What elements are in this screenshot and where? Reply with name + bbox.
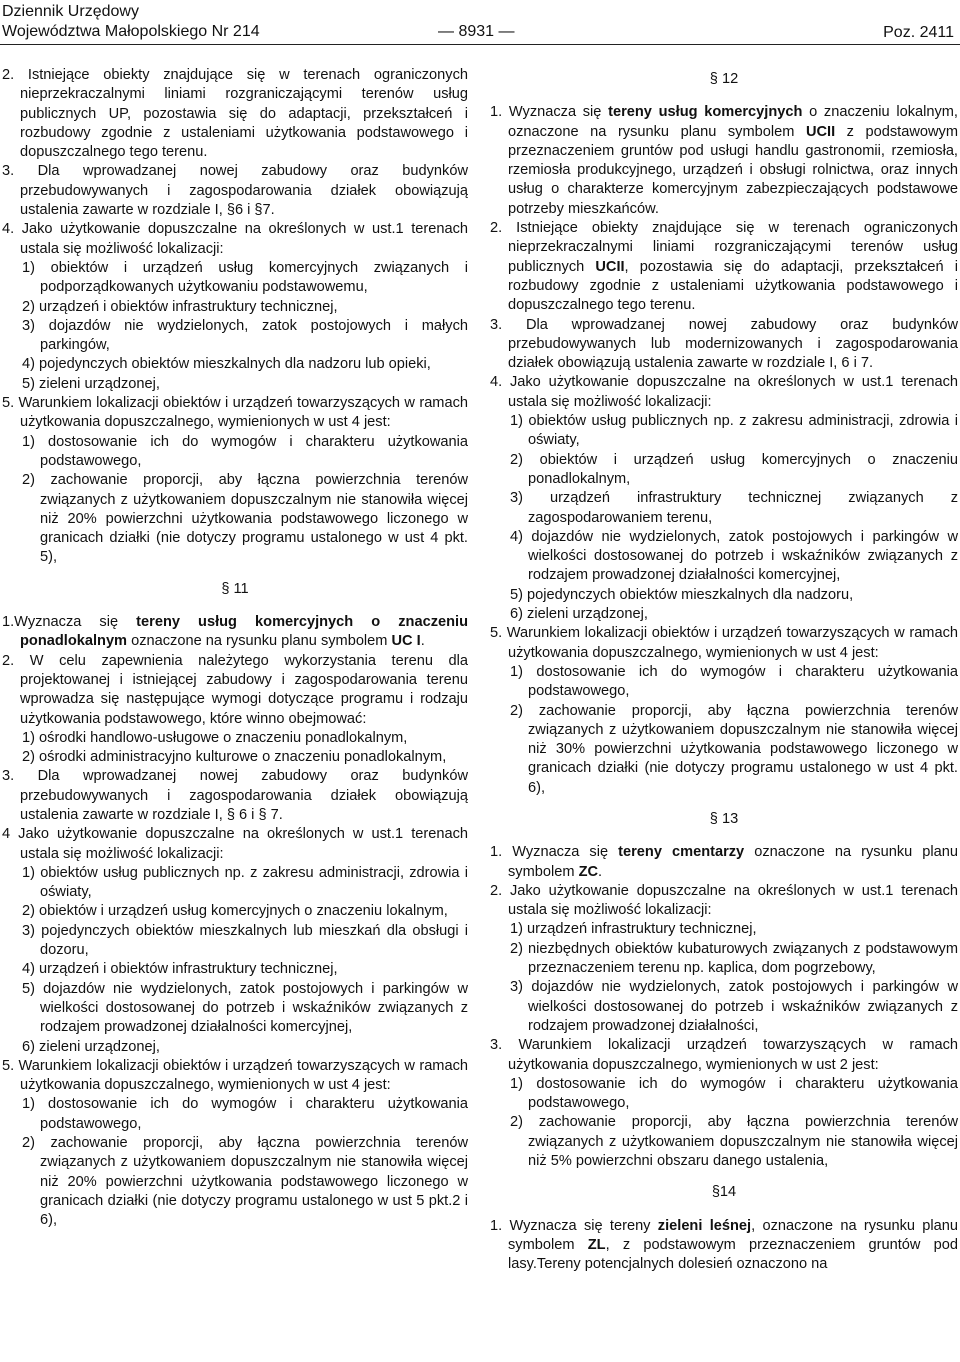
list-item: 2) niezbędnych obiektów kubaturowych związanych z podstawowym przeznaczeniem terenu np. kaplica, dom pogrzebowy,: [510, 940, 958, 977]
list-item: 1) dostosowanie ich do wymogów i charakteru użytkowania podstawowego,: [22, 433, 468, 469]
position-number: Poz. 2411: [883, 24, 954, 41]
list-item: 3) dojazdów nie wydzielonych, zatok postojowych i małych parkingów,: [22, 317, 468, 354]
section-heading: § 13: [709, 810, 739, 827]
list-item: 1) obiektów usług publicznych np. z zakresu administracji, zdrowia i oświaty,: [22, 864, 468, 901]
section-heading: § 12: [709, 71, 739, 87]
paragraph: 2. W celu zapewnienia należytego wykorzystania terenu dla projektowanej i istniejącej zabudowy i zagospodarowania terenu wprowadza się następujące wymogi dotyczące programu i rodzaju użytkowania podstawowego, które winno obejmować:: [2, 652, 468, 727]
paragraph: 2. Istniejące obiekty znajdujące się w terenach ograniczonych nieprzekraczalnymi liniami rozgraniczającymi terenów usług publicznych UP, pozostawia się do adaptacji, przekształceń i rozbudowy zgodnie z ustaleniami użytkowania podstawowego i dopuszczalnego tego terenu.: [2, 67, 468, 161]
list-item: 1) dostosowanie ich do wymogów i charakteru użytkowania podstawowego,: [22, 1096, 468, 1132]
list-item: 2) zachowanie proporcji, aby łączna powierzchnia terenów związanych z użytkowaniem dopuszczalnym nie stanowiła więcej niż 30% powierzchni użytkowania podstawowego liczonego w granicach działki (nie dotyczy programu ustalonego w ust 4 pkt. 6),: [510, 702, 958, 796]
paragraph: 1. Wyznacza się tereny cmentarzy oznaczone na rysunku planu symbolem ZC.: [490, 844, 958, 880]
page-header: [0, 0, 960, 44]
list-item: 2) zachowanie proporcji, aby łączna powierzchnia terenów związanych z użytkowaniem dopuszczalnym nie stanowiła więcej niż 20% powierzchni użytkowania podstawowego liczonego w granicach działki (nie dotyczy programu ustalonego w ust 4 pkt. 5),: [22, 472, 468, 566]
list-item: 2) obiektów i urządzeń usług komercyjnych o znaczeniu lokalnym,: [22, 903, 448, 920]
list-item: 1) obiektów usług publicznych np. z zakresu administracji, zdrowia i oświaty,: [510, 413, 958, 449]
paragraph: 5. Warunkiem lokalizacji obiektów i urządzeń towarzyszących w ramach użytkowania dopuszczalnego, wymienionych w ust 4 jest:: [490, 625, 958, 661]
paragraph: 2. Istniejące obiekty znajdujące się w terenach ograniczonych nieprzekraczalnymi liniami rozgraniczającymi terenów usług publicznych UCII, pozostawia się do adaptacji, przekształceń i rozbudowy zgodnie z ustaleniami użytkowania podstawowego i dopuszczalnego tego terenu.: [490, 220, 958, 314]
list-item: 6) zieleni urządzonej,: [510, 606, 648, 623]
left-column: [2, 66, 468, 1231]
paragraph: 3. Warunkiem lokalizacji urządzeń towarzyszących w ramach użytkowania dopuszczalnego, wymienionych w ust 2 jest:: [490, 1037, 958, 1073]
paragraph: 3. Dla wprowadzanej nowej zabudowy oraz budynków przebudowywanych i zagospodarowania działek obowiązują ustalenia zawarte w rozdziale I, § 6 i § 7.: [2, 768, 468, 823]
journal-issue: Województwa Małopolskiego Nr 214: [2, 23, 260, 40]
paragraph: 2. Jako użytkowanie dopuszczalne na określonych w ust.1 terenach ustala się możliwość lokalizacji:: [490, 882, 958, 919]
paragraph: 1. Wyznacza się tereny zieleni leśnej, oznaczone na rysunku planu symbolem ZL, z podstawowym przeznaczeniem gruntów pod lasy.Tereny potencjalnych dolesień oznaczono na: [490, 1217, 958, 1273]
list-item: 3) urządzeń infrastruktury technicznej związanych z zagospodarowaniem terenu,: [510, 490, 958, 526]
list-item: 4) pojedynczych obiektów mieszkalnych dla nadzoru lub opieki,: [22, 356, 431, 373]
paragraph: 4. Jako użytkowanie dopuszczalne na określonych w ust.1 terenach ustala się możliwość lokalizacji:: [2, 221, 468, 257]
paragraph: 1.Wyznacza się tereny usług komercyjnych o znaczeniu ponadlokalnym oznaczone na rysunku planu symbolem UC I.: [2, 614, 468, 650]
list-item: 5) dojazdów nie wydzielonych, zatok postojowych i parkingów w wielkości dostosowanej do potrzeb i wskaźników związanych z rodzajem prowadzonej działalności komercyjnej,: [22, 980, 468, 1036]
right-column: [490, 66, 958, 1275]
list-item: 4) urządzeń i obiektów infrastruktury technicznej,: [22, 961, 338, 978]
list-item: 2) ośrodki administracyjno kulturowe o znaczeniu ponadlokalnym,: [22, 749, 447, 766]
list-item: 5) pojedynczych obiektów mieszkalnych dla nadzoru,: [510, 586, 854, 603]
list-item: 2) zachowanie proporcji, aby łączna powierzchnia terenów związanych z użytkowaniem dopuszczalnym nie stanowiła więcej niż 5% powierzchni obszaru danego ustalenia,: [510, 1114, 958, 1170]
journal-title: Dziennik Urzędowy: [2, 3, 139, 20]
paragraph: 5. Warunkiem lokalizacji obiektów i urządzeń towarzyszących w ramach użytkowania dopuszczalnego, wymienionych w ust 4 jest:: [2, 1057, 468, 1094]
list-item: 1) obiektów i urządzeń usług komercyjnych związanych i podporządkowanych użytkowaniu podstawowemu,: [22, 259, 468, 296]
paragraph: 4. Jako użytkowanie dopuszczalne na określonych w ust.1 terenach ustala się możliwość lokalizacji:: [490, 374, 958, 410]
list-item: 2) zachowanie proporcji, aby łączna powierzchnia terenów związanych z użytkowaniem dopuszczalnym nie stanowiła więcej niż 20% powierzchni użytkowania podstawowego liczonego w granicach działki (nie dotyczy programu ustalonego w ust 5 pkt.2 i 6),: [22, 1135, 468, 1229]
list-item: 1) ośrodki handlowo-usługowe o znaczeniu ponadlokalnym,: [22, 729, 408, 746]
list-item: 6) zieleni urządzonej,: [22, 1038, 160, 1055]
list-item: 2) obiektów i urządzeń usług komercyjnych o znaczeniu ponadlokalnym,: [510, 451, 958, 487]
paragraph: 3. Dla wprowadzanej nowej zabudowy oraz budynków przebudowywanych lub modernizowanych i zagospodarowania działek obowiązują ustalenia zawarte w rozdziale I, 6 i 7.: [490, 316, 958, 372]
list-item: 4) dojazdów nie wydzielonych, zatok postojowych i parkingów w wielkości dostosowanej do potrzeb i wskaźników związanych z rodzajem prowadzonej działalności komercyjnej,: [510, 528, 958, 584]
paragraph: 5. Warunkiem lokalizacji obiektów i urządzeń towarzyszących w ramach użytkowania dopuszczalnego, wymienionych w ust 4 jest:: [2, 395, 468, 431]
paragraph: 1. Wyznacza się tereny usług komercyjnych o znaczeniu lokalnym, oznaczone na rysunku planu symbolem UCII z podstawowym przeznaczeniem gruntów pod usługi handlu gastronomii, rzemiosła, rzemiosła produkcyjnego, urządzeń i obsługi rolnictwa, oraz innych usług o charakterze komercyjnym zabezpieczających podstawowe potrzeby mieszkańców.: [490, 104, 959, 217]
page-number: — 8931 —: [438, 23, 515, 40]
list-item: 2) urządzeń i obiektów infrastruktury technicznej,: [22, 298, 338, 315]
list-item: 1) urządzeń infrastruktury technicznej,: [510, 921, 757, 938]
list-item: 3) dojazdów nie wydzielonych, zatok postojowych i parkingów w wielkości dostosowanej do potrzeb i wskaźników związanych z rodzajem prowadzonej działalności,: [510, 979, 958, 1034]
section-heading: §14: [711, 1184, 737, 1201]
paragraph: 4 Jako użytkowanie dopuszczalne na określonych w ust.1 terenach ustala się możliwość lokalizacji:: [2, 826, 468, 862]
paragraph: 3. Dla wprowadzanej nowej zabudowy oraz budynków przebudowywanych i zagospodarowania działek obowiązują ustalenia zawarte w rozdziale I, §6 i §7.: [2, 163, 468, 219]
list-item: 5) zieleni urządzonej,: [22, 375, 160, 392]
section-heading: § 11: [221, 580, 249, 597]
list-item: 3) pojedynczych obiektów mieszkalnych lub mieszkań dla obsługi i dozoru,: [22, 922, 468, 959]
list-item: 1) dostosowanie ich do wymogów i charakteru użytkowania podstawowego,: [510, 1075, 958, 1112]
header-divider: [0, 44, 960, 45]
list-item: 1) dostosowanie ich do wymogów i charakteru użytkowania podstawowego,: [510, 663, 958, 700]
